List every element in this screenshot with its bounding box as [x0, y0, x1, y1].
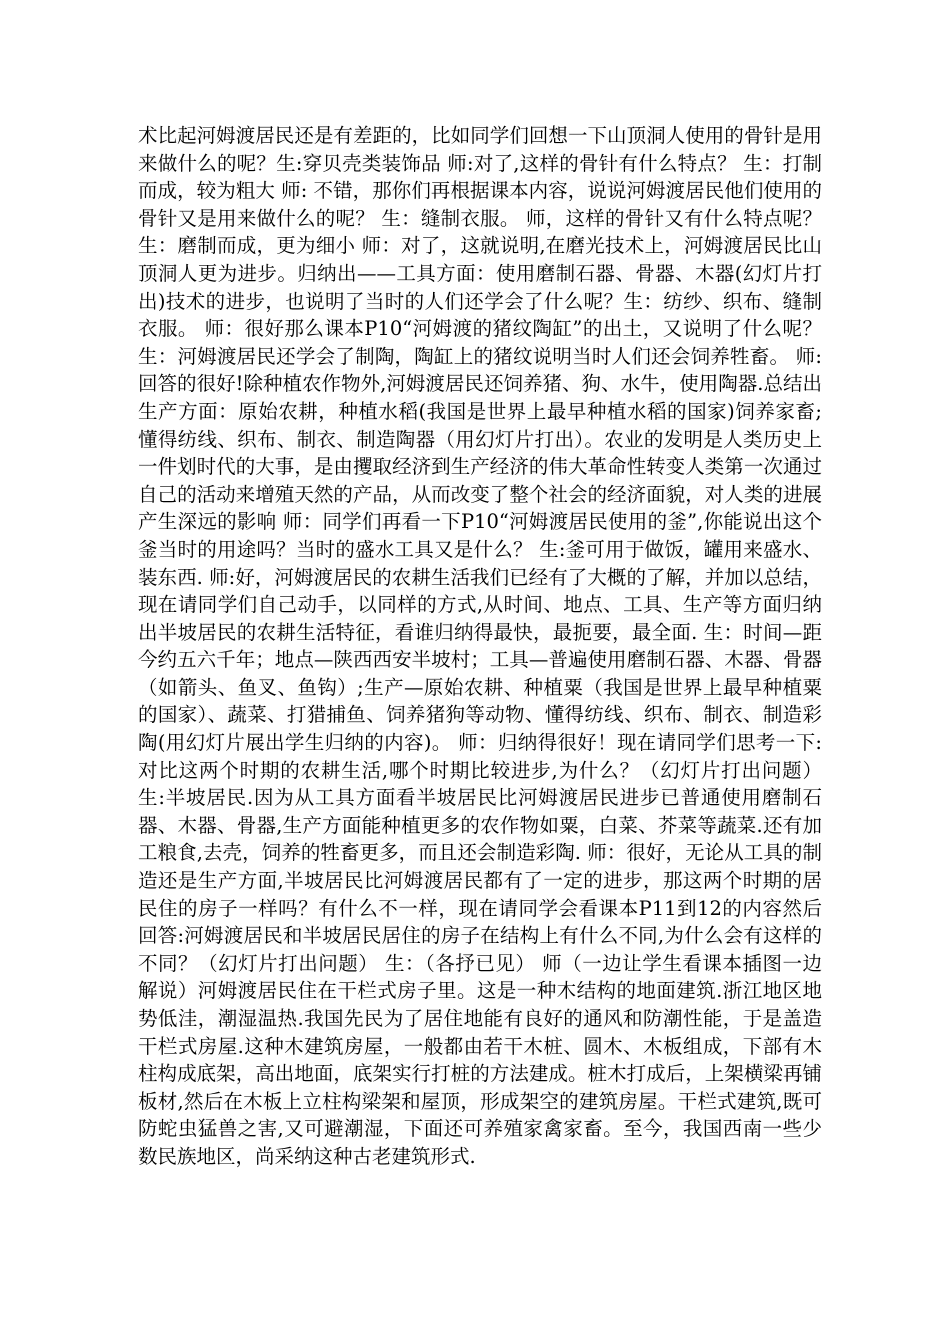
- body-paragraph: 术比起河姆渡居民还是有差距的，比如同学们回想一下山顶洞人使用的骨针是用来做什么的呢？生:穿贝壳类装饰品 师:对了,这样的骨针有什么特点？ 生：打制而成，较为粗大 师: 不错，那你们再根据课本内容，说说河姆渡居民他们使用的骨针又是用来做什么的呢？ 生：缝制衣服。 师，这样的骨针又有什么特点呢？ 生：磨制而成，更为细小 师：对了，这就说明,在磨光技术上，河姆渡居民比山顶洞人更为进步。归纳出——工具方面：使用磨制石器、骨器、木器(幻灯片打出)技术的进步，也说明了当时的人们还学会了什么呢？生：纺纱、织布、缝制衣服。 师：很好那么课本P10“河姆渡的猪纹陶缸”的出土，又说明了什么呢？ 生：河姆渡居民还学会了制陶，陶缸上的猪纹说明当时人们还会饲养牲畜。 师:回答的很好!除种植农作物外,河姆渡居民还饲养猪、狗、水牛，使用陶器.总结出生产方面：原始农耕，种植水稻(我国是世界上最早种植水稻的国家)饲养家畜;懂得纺线、织布、制衣、制造陶器（用幻灯片打出）。农业的发明是人类历史上一件划时代的大事，是由攫取经济到生产经济的伟大革命性转变人类第一次通过自己的活动来增殖天然的产品，从而改变了整个社会的经济面貌，对人类的进展产生深远的影响 师：同学们再看一下P10“河姆渡居民使用的釜”,你能说出这个釜当时的用途吗？当时的盛水工具又是什么？ 生:釜可用于做饭，罐用来盛水、装东西. 师:好，河姆渡居民的农耕生活我们已经有了大概的了解，并加以总结，现在请同学们自己动手，以同样的方式,从时间、地点、工具、生产等方面归纳出半坡居民的农耕生活特征，看谁归纳得最快，最扼要，最全面. 生：时间—距今约五六千年；地点—陕西西安半坡村；工具—普遍使用磨制石器、木器、骨器（如箭头、鱼叉、鱼钩）;生产—原始农耕、种植粟（我国是世界上最早种植粟的国家）、蔬菜、打猎捕鱼、饲养猪狗等动物、懂得纺线、织布、制衣、制造彩陶(用幻灯片展出学生归纳的内容)。 师：归纳得很好！现在请同学们思考一下:对比这两个时期的农耕生活,哪个时期比较进步,为什么？（幻灯片打出问题） 生:半坡居民.因为从工具方面看半坡居民比河姆渡居民进步已普通使用磨制石器、木器、骨器,生产方面能种植更多的农作物如粟，白菜、芥菜等蔬菜.还有加工粮食,去壳，饲养的牲畜更多，而且还会制造彩陶. 师：很好，无论从工具的制造还是生产方面,半坡居民比河姆渡居民都有了一定的进步，那这两个时期的居民住的房子一样吗？有什么不一样，现在请同学会看课本P11到12的内容然后回答:河姆渡居民和半坡居民居住的房子在结构上有什么不同,为什么会有这样的不同？（幻灯片打出问题） 生：（各抒已见） 师（一边让学生看课本插图一边解说）河姆渡居民住在干栏式房子里。这是一种木结构的地面建筑.浙江地区地势低洼，潮湿温热.我国先民为了居住地能有良好的通风和防潮性能，于是盖造干栏式房屋.这种木建筑房屋，一般都由若干木桩、圆木、木板组成，下部有木柱构成底架，高出地面，底架实行打桩的方法建成。桩木打成后，上架横梁再铺板材,然后在木板上立柱构梁架和屋顶，形成架空的建筑房屋。干栏式建筑,既可防蛇虫猛兽之害,又可避潮湿，下面还可养殖家禽家畜。至今，我国西南一些少数民族地区，尚采纳这种古老建筑形式.: [138, 124, 822, 1168]
